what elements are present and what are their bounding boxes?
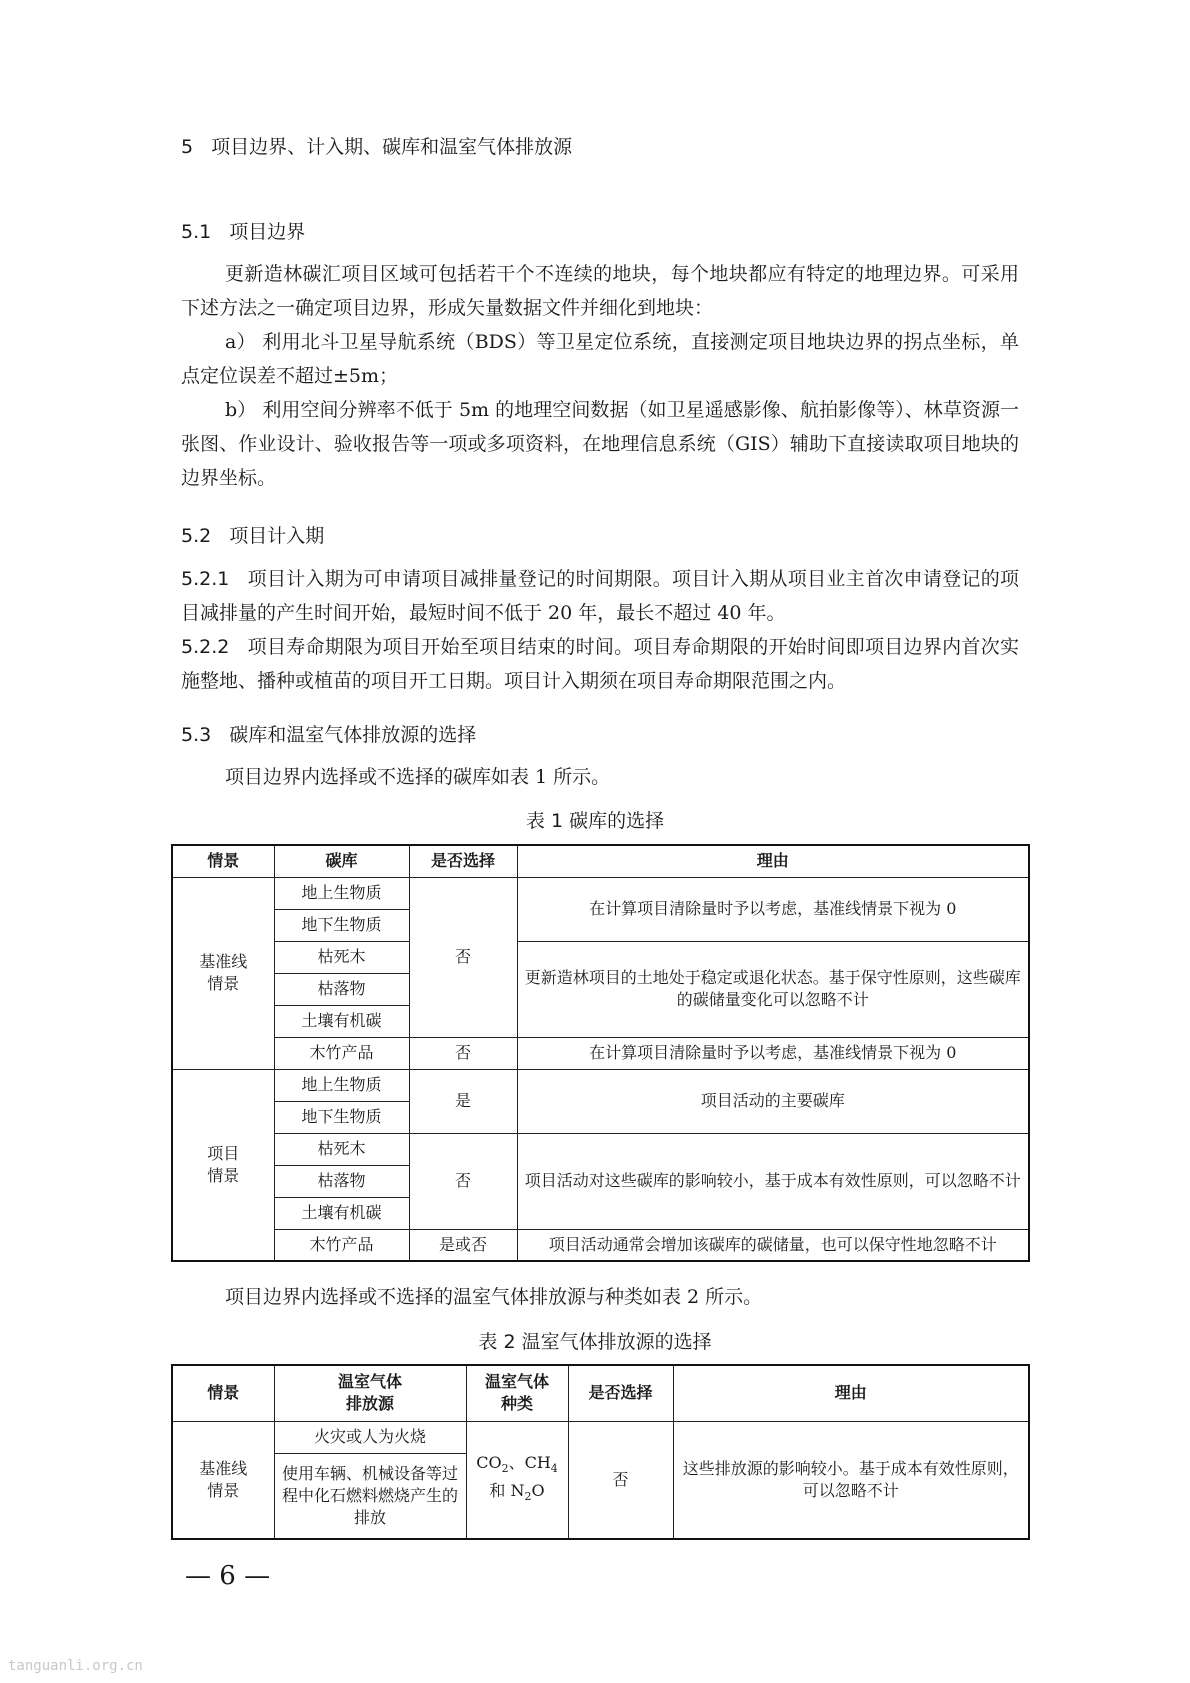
gas-type-cell (466, 1421, 568, 1539)
clause-number: 5.2.1 (181, 568, 230, 590)
clause-number: 5.2.2 (181, 636, 230, 658)
section-title: 项目边界 (229, 221, 306, 243)
pool-cell: 地上生物质 (274, 877, 409, 909)
table-row (172, 1229, 1029, 1261)
section-number: 5.3 (181, 724, 212, 746)
pool-cell: 木竹产品 (274, 1037, 409, 1069)
section-5-1-heading (181, 220, 305, 244)
section-5-3-heading (181, 723, 476, 747)
gas-ch4: 、CH (508, 1452, 551, 1472)
list-item-b: b） 利用空间分辨率不低于 5m 的地理空间数据（如卫星遥感影像、航拍影像等）、林草资源一张图、作业设计、验收报告等一项或多项资料，在地理信息系统（GIS）辅助下直接读取项目地块的边界坐标。 (181, 399, 1019, 489)
table-header-row (172, 845, 1029, 877)
header-scenario: 情景 (172, 845, 274, 877)
pool-cell: 地下生物质 (274, 909, 409, 941)
section-title: 碳库和温室气体排放源的选择 (229, 724, 477, 746)
scenario-baseline: 基准线 情景 (172, 1421, 274, 1539)
selection-cell: 否 (409, 877, 517, 1037)
section-number: 5 (181, 136, 194, 158)
table-1-caption: 表 1 碳库的选择 (525, 810, 665, 832)
table-1-intro: 项目边界内选择或不选择的碳库如表 1 所示。 (225, 766, 611, 788)
pool-cell: 土壤有机碳 (274, 1197, 409, 1229)
header-gas-type: 温室气体 种类 (466, 1365, 568, 1421)
header-reason: 理由 (517, 845, 1029, 877)
gas-n2o: 和 N (489, 1480, 525, 1500)
clause-text: 项目计入期为可申请项目减排量登记的时间期限。项目计入期从项目业主首次申请登记的项目减排量的产生时间开始，最短时间不低于 20 年，最长不超过 40 年。 (181, 568, 1019, 624)
header-selected: 是否选择 (568, 1365, 673, 1421)
paragraph-5-2-1 (181, 562, 1019, 630)
pool-cell: 木竹产品 (274, 1229, 409, 1261)
list-item-a: a） 利用北斗卫星导航系统（BDS）等卫星定位系统，直接测定项目地块边界的拐点坐标，单点定位误差不超过±5m； (181, 331, 1019, 387)
clause-text: 项目寿命期限为项目开始至项目结束的时间。项目寿命期限的开始时间即项目边界内首次实施整地、播种或植苗的项目开工日期。项目计入期须在项目寿命期限范围之内。 (181, 636, 1019, 692)
header-emission-source: 温室气体 排放源 (274, 1365, 466, 1421)
pool-cell: 枯死木 (274, 941, 409, 973)
header-pool: 碳库 (274, 845, 409, 877)
table-row (172, 1133, 1029, 1165)
reason-cell: 这些排放源的影响较小。基于成本有效性原则，可以忽略不计 (673, 1421, 1029, 1539)
reason-cell: 更新造林项目的土地处于稳定或退化状态。基于保守性原则，这些碳库的碳储量变化可以忽略不计 (517, 941, 1029, 1037)
table-row (172, 877, 1029, 909)
source-cell: 火灾或人为火烧 (274, 1421, 466, 1453)
header-selected: 是否选择 (409, 845, 517, 877)
table-carbon-pools (171, 844, 1030, 1262)
gas-n2o-end: O (531, 1480, 545, 1500)
pool-cell: 土壤有机碳 (274, 1005, 409, 1037)
table-ghg-sources (171, 1364, 1030, 1540)
page-number: — 6 — (185, 1561, 271, 1591)
table-row (172, 1037, 1029, 1069)
section-5-2-heading (181, 524, 324, 548)
scenario-project: 项目 情景 (172, 1069, 274, 1261)
section-title: 项目边界、计入期、碳库和温室气体排放源 (211, 136, 573, 158)
pool-cell: 枯死木 (274, 1133, 409, 1165)
paragraph-5-2-2 (181, 630, 1019, 698)
selection-cell: 是或否 (409, 1229, 517, 1261)
pool-cell: 地上生物质 (274, 1069, 409, 1101)
reason-cell: 在计算项目清除量时予以考虑，基准线情景下视为 0 (517, 877, 1029, 941)
header-reason: 理由 (673, 1365, 1029, 1421)
watermark: tanguanli.org.cn (8, 1658, 143, 1674)
table-header-row (172, 1365, 1029, 1421)
header-scenario: 情景 (172, 1365, 274, 1421)
paragraph-project-boundary: 更新造林碳汇项目区域可包括若干个不连续的地块，每个地块都应有特定的地理边界。可采用下述方法之一确定项目边界，形成矢量数据文件并细化到地块： (181, 263, 1019, 319)
scenario-baseline: 基准线 情景 (172, 877, 274, 1069)
gas-co2: CO (476, 1452, 502, 1472)
subscript: 2 (524, 1489, 532, 1503)
selection-cell: 是 (409, 1069, 517, 1133)
source-cell: 使用车辆、机械设备等过程中化石燃料燃烧产生的排放 (274, 1453, 466, 1539)
subscript: 2 (501, 1461, 509, 1475)
pool-cell: 地下生物质 (274, 1101, 409, 1133)
table-row (172, 1421, 1029, 1453)
table-2-caption: 表 2 温室气体排放源的选择 (478, 1331, 712, 1353)
reason-cell: 项目活动对这些碳库的影响较小，基于成本有效性原则，可以忽略不计 (517, 1133, 1029, 1229)
section-number: 5.2 (181, 525, 212, 547)
subscript: 4 (550, 1461, 558, 1475)
selection-cell: 否 (409, 1037, 517, 1069)
pool-cell: 枯落物 (274, 1165, 409, 1197)
table-2-intro: 项目边界内选择或不选择的温室气体排放源与种类如表 2 所示。 (225, 1286, 763, 1308)
pool-cell: 枯落物 (274, 973, 409, 1005)
selection-cell: 否 (409, 1133, 517, 1229)
section-5-heading (181, 135, 572, 159)
reason-cell: 项目活动的主要碳库 (517, 1069, 1029, 1133)
section-number: 5.1 (181, 221, 212, 243)
table-row (172, 1069, 1029, 1101)
reason-cell: 项目活动通常会增加该碳库的碳储量，也可以保守性地忽略不计 (517, 1229, 1029, 1261)
selection-cell: 否 (568, 1421, 673, 1539)
table-row (172, 941, 1029, 973)
reason-cell: 在计算项目清除量时予以考虑，基准线情景下视为 0 (517, 1037, 1029, 1069)
section-title: 项目计入期 (229, 525, 325, 547)
